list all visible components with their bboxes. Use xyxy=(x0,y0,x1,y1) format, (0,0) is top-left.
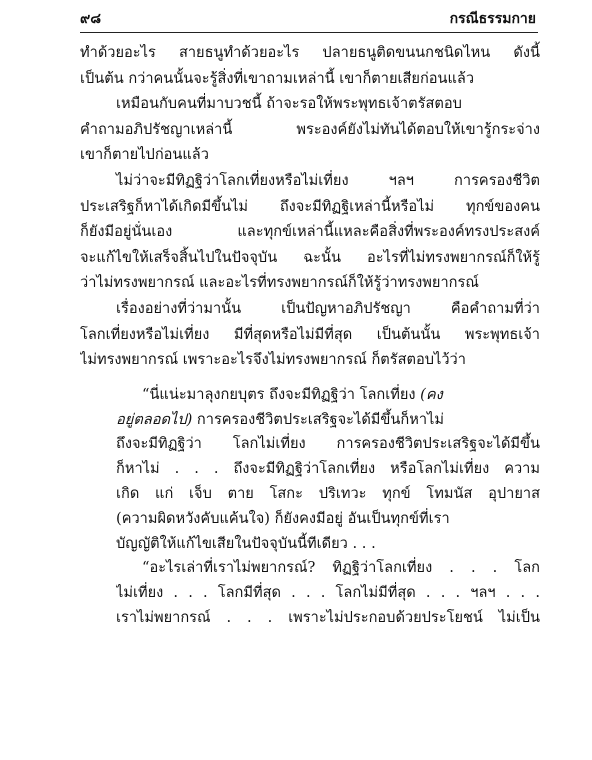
text-line: จะแก้ไขให้เสร็จสิ้นไปในปัจจุบัน ฉะนั้น อะไรที่ไม่ทรงพยากรณ์ก็ให้รู้ xyxy=(80,248,540,266)
quote-line: ถึงจะมีทิฏฐิว่า โลกไม่เที่ยง การครองชีวิตประเสริฐจะได้มีขึ้น xyxy=(116,435,540,453)
quote-italic-text: (คง xyxy=(420,385,443,403)
text-line: เรื่องอย่างที่ว่ามานั้น เป็นปัญหาอภิปรัชญา คือคำถามที่ว่า xyxy=(116,299,540,317)
quote-line: “อะไรเล่าที่เราไม่พยากรณ์? ทิฏฐิว่าโลกเที่ยง . . . โลก xyxy=(142,559,540,577)
paragraph xyxy=(80,168,540,296)
text-line: ว่าไม่ทรงพยากรณ์ และอะไรที่ทรงพยากรณ์ก็ให้รู้ว่าทรงพยากรณ์ xyxy=(80,274,479,292)
paragraph xyxy=(80,296,540,373)
quote-line: ไม่เที่ยง . . . โลกมีที่สุด . . . โลกไม่มีที่สุด . . . ฯลฯ . . . xyxy=(116,584,540,602)
page-header xyxy=(80,8,536,32)
text-line: โลกเที่ยงหรือไม่เที่ยง มีที่สุดหรือไม่มีที่สุด เป็นต้นนั้น พระพุทธเจ้า xyxy=(80,325,540,343)
block-quote xyxy=(116,383,540,631)
text-line: ประเสริฐก็หาได้เกิดมีขึ้นไม่ ถึงจะมีทิฏฐิเหล่านี้หรือไม่ ทุกข์ของคน xyxy=(80,197,540,215)
text-line: เขาก็ตายไปก่อนแล้ว xyxy=(80,146,209,164)
quote-line xyxy=(116,383,540,408)
quote-italic-text: อยู่ตลอดไป) xyxy=(116,410,193,428)
quote-line: ก็หาไม่ . . . ถึงจะมีทิฏฐิว่าโลกเที่ยง หรือโลกไม่เที่ยง ความ xyxy=(116,460,540,478)
quote-text: “นี่แน่ะมาลุงกยบุตร ถึงจะมีทิฏฐิว่า โลกเที่ยง xyxy=(142,385,421,403)
text-line: ไม่ทรงพยากรณ์ เพราะอะไรจึงไม่ทรงพยากรณ์ ก็ตรัสตอบไว้ว่า xyxy=(80,351,466,369)
quote-text: การครองชีวิตประเสริฐจะได้มีขึ้นก็หาไม่ xyxy=(192,410,444,428)
quote-line: เกิด แก่ เจ็บ ตาย โสกะ ปริเทวะ ทุกข์ โทมนัส อุปายาส xyxy=(116,484,540,502)
running-title: กรณีธรรมกาย xyxy=(449,11,536,27)
paragraph xyxy=(80,40,540,91)
body-text xyxy=(80,40,540,631)
text-line: ไม่ว่าจะมีทิฏฐิว่าโลกเที่ยงหรือไม่เที่ยง ฯลฯ การครองชีวิต xyxy=(116,171,540,189)
quote-line: เราไม่พยากรณ์ . . . เพราะไม่ประกอบด้วยประโยชน์ ไม่เป็น xyxy=(116,608,540,626)
text-line: เหมือนกับคนที่มาบวชนี้ ถ้าจะรอให้พระพุทธเจ้าตรัสตอบ xyxy=(116,95,462,113)
text-line: ทำด้วยอะไร สายธนูทำด้วยอะไร ปลายธนูติดขนนกชนิดไหน ดังนี้ xyxy=(80,44,540,61)
quote-line: (ความผิดหวังคับแค้นใจ) ก็ยังคงมีอยู่ อันเป็นทุกข์ที่เรา xyxy=(116,509,450,527)
header-rule xyxy=(80,32,538,33)
page-number: ๙๘ xyxy=(80,11,102,27)
quote-line xyxy=(116,408,540,433)
quote-line: บัญญัติให้แก้ไขเสียในปัจจุบันนี้ทีเดียว . . . xyxy=(116,534,376,552)
text-line: ก็ยังมีอยู่นั่นเอง และทุกข์เหล่านี้แหละคือสิ่งที่พระองค์ทรงประสงค์ xyxy=(80,223,540,241)
paragraph xyxy=(80,91,540,168)
text-line: เป็นต้น กว่าคนนั้นจะรู้สิ่งที่เขาถามเหล่านี้ เขาก็ตายเสียก่อนแล้ว xyxy=(80,69,475,87)
text-line: คำถามอภิปรัชญาเหล่านี้ พระองค์ยังไม่ทันได้ตอบให้เขารู้กระจ่าง xyxy=(80,120,540,138)
